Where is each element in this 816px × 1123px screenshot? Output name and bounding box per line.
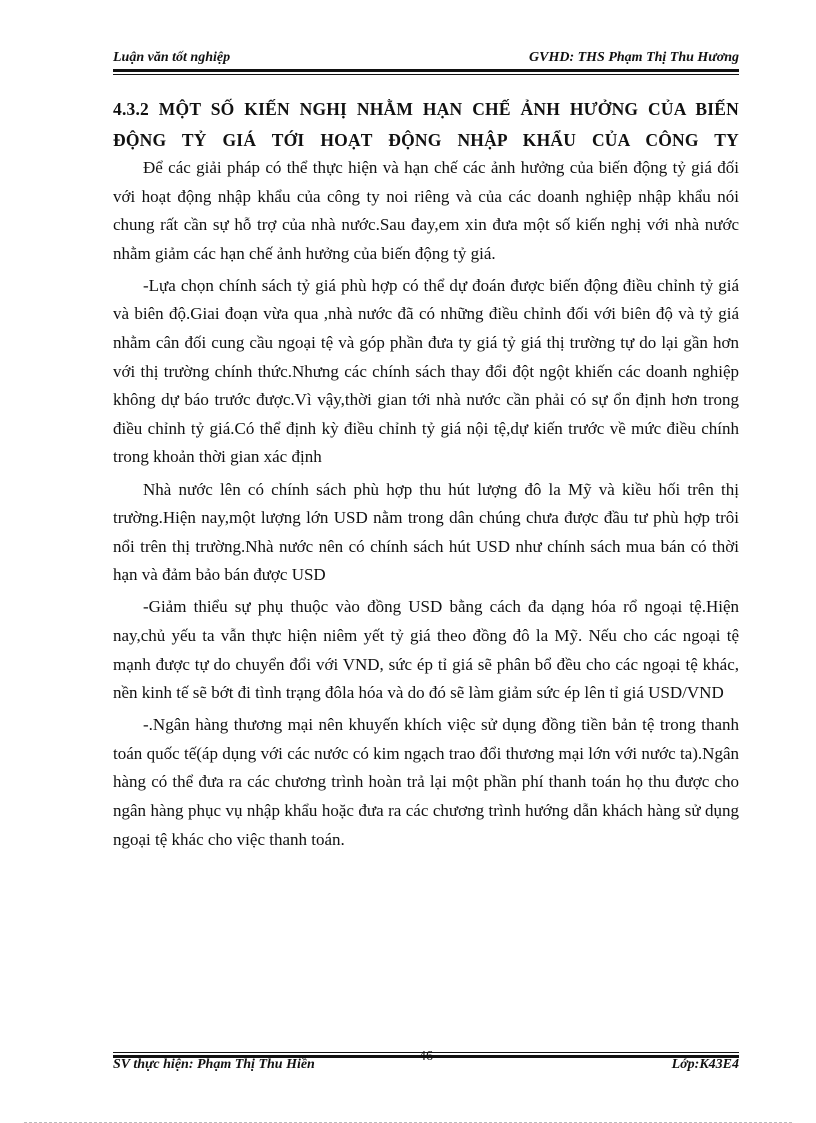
footer-student: SV thực hiện: Phạm Thị Thu Hiền [113, 1057, 315, 1072]
header-rule-thin [113, 74, 739, 75]
header-thesis-label: Luận văn tốt nghiệp [113, 50, 231, 65]
page-header [113, 47, 739, 69]
paragraph-currency-basket: -Giảm thiểu sự phụ thuộc vào đồng USD bằng cách đa dạng hóa rổ ngoại tệ.Hiện nay,chủ yếu ta vẫn thực hiện niêm yết tỷ giá theo đồng đô la Mỹ. Nếu cho các ngoại tệ mạnh được tự do chuyển đổi với VND, sức ép tỉ giá sẽ phân bổ đều cho các ngoại tệ khác, nền kinh tế sẽ bớt đi tình trạng đôla hóa và do đó sẽ làm giảm sức ép lên tỉ giá USD/VND [113, 597, 739, 703]
paragraph-intro: Để các giải pháp có thể thực hiện và hạn chế các ảnh hưởng của biến động tỷ giá đối với hoạt động nhập khẩu của công ty noi riêng và của các doanh nghiệp nhập khẩu nói chung rất cần sự hỗ trợ của nhà nước.Sau đay,em xin đưa một số kiến nghị với nhà nước nhằm giảm các hạn chế ảnh hưởng của biến động tỷ giá. [113, 158, 739, 263]
header-rule-thick [113, 69, 739, 72]
section-heading: 4.3.2 MỘT SỐ KIẾN NGHỊ NHẰM HẠN CHẾ ẢNH HƯỞNG CỦA BIẾN ĐỘNG TỶ GIÁ TỚI HOẠT ĐỘNG NHẬP KHẨU CỦA CÔNG TY [113, 99, 739, 150]
header-advisor: GVHD: THS Phạm Thị Thu Hương [529, 50, 739, 65]
paragraph-usd-attraction: Nhà nước lên có chính sách phù hợp thu hút lượng đô la Mỹ và kiều hối trên thị trường.Hiện nay,một lượng lớn USD nằm trong dân chúng chưa được đầu tư phù hợp trôi nổi trên thị trường.Nhà nước nên có chính sách hút USD như chính sách mua bán có thời hạn và đảm bảo bán được USD [113, 479, 739, 585]
page-number: 46 [419, 1049, 433, 1064]
page-footer [113, 1049, 739, 1077]
paragraph-exchange-policy: -Lựa chọn chính sách tỷ giá phù hợp có thể dự đoán được biến động điều chỉnh tỷ giá và biên độ.Giai đoạn vừa qua ,nhà nước đã có những điều chỉnh đối với biên độ và tỷ giá nhằm cân đối cung cầu ngoại tệ và góp phần đưa ty giá tỷ giá thị trường tự do lại gần hơn với thị trường chính thức.Nhưng các chính sách thay đổi đột ngột khiến các doanh nghiệp không dự báo trước được.Vì vậy,thời gian tới nhà nước cần phải có sự ổn định hơn trong điều chỉnh tỷ giá.Có thể định kỳ điều chỉnh tỷ giá nội tệ,dự kiến trước về mức điều chính trong khoản thời gian xác định [113, 275, 739, 467]
paragraph-commercial-banks: -.Ngân hàng thương mại nên khuyến khích việc sử dụng đồng tiền bản tệ trong thanh toán quốc tế(áp dụng với các nước có kim ngạch trao đổi thương mại lớn với nước ta).Ngân hàng có thể đưa ra các chương trình hoàn trả lại một phần phí thanh toán họ thu được cho ngân hàng phục vụ nhập khẩu hoặc đưa ra các chương trình hướng dẫn khách hàng sử dụng ngoại tệ khác cho việc thanh toán. [113, 715, 739, 849]
footer-class: Lớp:K43E4 [671, 1057, 739, 1072]
body-text [113, 154, 739, 858]
